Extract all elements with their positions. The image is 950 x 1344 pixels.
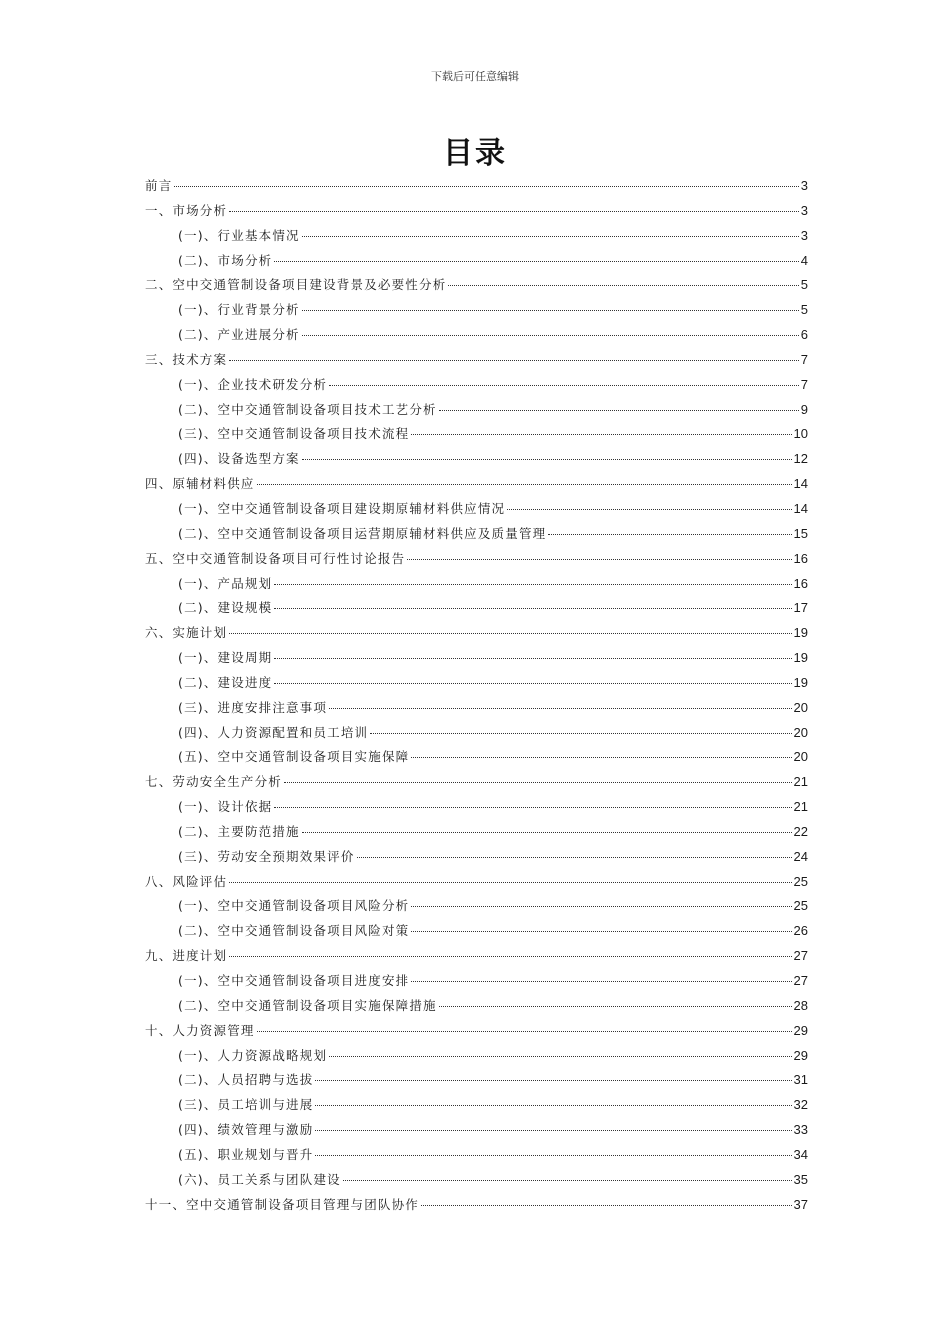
toc-dot-leader [421, 1205, 792, 1206]
toc-entry-page: 6 [800, 327, 808, 343]
toc-entry[interactable] [145, 300, 808, 325]
toc-entry-page: 4 [800, 252, 808, 268]
table-of-contents [145, 176, 808, 1219]
toc-entry-text: 六、实施计划 [145, 625, 228, 641]
toc-entry-page: 32 [793, 1097, 808, 1113]
toc-dot-leader [274, 807, 791, 808]
toc-entry-page: 33 [793, 1122, 808, 1138]
toc-entry[interactable] [145, 971, 808, 996]
toc-title: 目录 [443, 136, 507, 171]
toc-entry-page: 27 [793, 973, 808, 988]
toc-entry-text: (一)、行业基本情况 [178, 227, 300, 243]
toc-entry-page: 3 [800, 227, 808, 243]
toc-entry-page: 7 [800, 351, 808, 367]
toc-entry[interactable] [145, 524, 808, 549]
toc-entry-text: 七、劳动安全生产分析 [145, 774, 283, 790]
toc-entry-page: 20 [793, 724, 808, 740]
toc-entry-text: (五)、空中交通管制设备项目实施保障 [178, 749, 410, 765]
toc-entry-text: 四、原辅材料供应 [145, 476, 255, 492]
toc-entry[interactable] [145, 1170, 808, 1195]
toc-dot-leader [229, 956, 791, 957]
toc-entry[interactable] [145, 549, 808, 574]
toc-entry-text: (四)、绩效管理与激励 [178, 1122, 314, 1138]
toc-entry[interactable] [145, 648, 808, 673]
toc-entry-text: (二)、主要防范措施 [178, 823, 300, 839]
toc-entry-text: (四)、人力资源配置和员工培训 [178, 724, 369, 740]
toc-entry-text: (二)、空中交通管制设备项目技术工艺分析 [178, 401, 437, 417]
toc-entry[interactable] [145, 400, 808, 425]
toc-entry-page: 22 [793, 823, 808, 839]
toc-dot-leader [548, 534, 791, 535]
toc-dot-leader [329, 385, 799, 386]
toc-entry-page: 14 [793, 476, 808, 492]
toc-dot-leader [315, 1155, 791, 1156]
toc-entry-text: (一)、空中交通管制设备项目风险分析 [178, 898, 410, 914]
toc-dot-leader [284, 782, 792, 783]
toc-entry[interactable] [145, 201, 808, 226]
toc-dot-leader [411, 931, 791, 932]
toc-dot-leader [274, 658, 791, 659]
toc-entry[interactable] [145, 847, 808, 872]
toc-dot-leader [357, 857, 792, 858]
toc-entry-page: 15 [793, 525, 808, 541]
toc-dot-leader [507, 509, 791, 510]
toc-entry-text: (一)、空中交通管制设备项目建设期原辅材料供应情况 [178, 500, 506, 516]
toc-entry-page: 19 [793, 650, 808, 666]
toc-entry[interactable] [145, 723, 808, 748]
toc-entry-text: (二)、空中交通管制设备项目运营期原辅材料供应及质量管理 [178, 525, 547, 541]
toc-entry-text: (一)、产品规划 [178, 575, 273, 591]
toc-dot-leader [274, 261, 798, 262]
toc-dot-leader [411, 757, 791, 758]
toc-dot-leader [302, 236, 799, 237]
toc-dot-leader [411, 981, 791, 982]
toc-dot-leader [315, 1080, 791, 1081]
toc-entry-text: (二)、建设规模 [178, 600, 273, 616]
toc-dot-leader [448, 285, 798, 286]
toc-entry[interactable] [145, 325, 808, 350]
toc-entry[interactable] [145, 375, 808, 400]
toc-entry-page: 5 [800, 302, 808, 318]
toc-dot-leader [274, 584, 791, 585]
toc-entry-page: 34 [793, 1146, 808, 1162]
toc-entry[interactable] [145, 474, 808, 499]
toc-entry-page: 29 [793, 1022, 808, 1038]
toc-entry-text: (一)、人力资源战略规划 [178, 1047, 328, 1063]
toc-dot-leader [257, 1031, 792, 1032]
toc-entry-text: (四)、设备选型方案 [178, 451, 300, 467]
toc-dot-leader [329, 708, 791, 709]
toc-entry-text: (三)、员工培训与进展 [178, 1097, 314, 1113]
toc-entry-text: (三)、进度安排注意事项 [178, 699, 328, 715]
toc-entry-page: 21 [793, 774, 808, 790]
toc-dot-leader [439, 1006, 792, 1007]
toc-dot-leader [411, 434, 791, 435]
toc-entry-text: 前言 [145, 178, 173, 193]
toc-entry-page: 24 [793, 848, 808, 864]
toc-entry-page: 12 [793, 451, 808, 467]
toc-entry-page: 10 [793, 426, 808, 442]
toc-dot-leader [274, 608, 791, 609]
toc-entry-page: 21 [793, 799, 808, 815]
toc-dot-leader [229, 882, 791, 883]
toc-entry[interactable] [145, 673, 808, 698]
toc-entry-page: 17 [793, 600, 808, 616]
toc-entry-page: 28 [793, 997, 808, 1013]
toc-entry[interactable] [145, 921, 808, 946]
toc-entry[interactable] [145, 872, 808, 897]
toc-entry-text: (二)、空中交通管制设备项目风险对策 [178, 923, 410, 939]
toc-entry-page: 35 [793, 1171, 808, 1187]
toc-entry-text: 十、人力资源管理 [145, 1022, 255, 1038]
toc-entry[interactable] [145, 772, 808, 797]
toc-entry-text: (一)、空中交通管制设备项目进度安排 [178, 973, 410, 988]
toc-dot-leader [274, 683, 791, 684]
toc-dot-leader [343, 1180, 792, 1181]
toc-dot-leader [302, 310, 799, 311]
toc-dot-leader [302, 832, 792, 833]
toc-entry-page: 25 [793, 873, 808, 889]
toc-entry[interactable] [145, 1095, 808, 1120]
toc-entry[interactable] [145, 499, 808, 524]
toc-entry[interactable] [145, 449, 808, 474]
toc-entry-page: 3 [800, 178, 808, 193]
toc-dot-leader [229, 360, 799, 361]
toc-entry-text: (一)、建设周期 [178, 650, 273, 666]
toc-entry-text: (五)、职业规划与晋升 [178, 1146, 314, 1162]
toc-entry[interactable] [145, 797, 808, 822]
toc-entry-page: 5 [800, 277, 808, 293]
toc-entry[interactable] [145, 1120, 808, 1145]
toc-dot-leader [407, 559, 791, 560]
toc-entry-page: 7 [800, 376, 808, 392]
toc-entry-text: (一)、设计依据 [178, 799, 273, 815]
toc-entry-page: 26 [793, 923, 808, 939]
toc-dot-leader [302, 335, 799, 336]
toc-entry-page: 19 [793, 674, 808, 690]
toc-entry-page: 16 [793, 550, 808, 566]
toc-entry-text: (一)、行业背景分析 [178, 302, 300, 318]
toc-entry-text: 一、市场分析 [145, 202, 228, 218]
toc-entry-text: 二、空中交通管制设备项目建设背景及必要性分析 [145, 277, 447, 293]
toc-dot-leader [229, 211, 799, 212]
toc-entry-page: 25 [793, 898, 808, 914]
toc-entry[interactable] [145, 1195, 808, 1220]
toc-entry-page: 9 [800, 401, 808, 417]
toc-entry-text: (三)、空中交通管制设备项目技术流程 [178, 426, 410, 442]
toc-entry-page: 31 [793, 1072, 808, 1088]
toc-entry-text: 九、进度计划 [145, 948, 228, 964]
toc-entry-page: 37 [793, 1196, 808, 1212]
toc-entry-text: 十一、空中交通管制设备项目管理与团队协作 [145, 1196, 420, 1212]
toc-entry-text: (二)、产业进展分析 [178, 327, 300, 343]
toc-entry-text: (二)、人员招聘与选拔 [178, 1072, 314, 1088]
toc-entry-page: 27 [793, 948, 808, 964]
toc-entry[interactable] [145, 424, 808, 449]
toc-entry-text: (三)、劳动安全预期效果评价 [178, 848, 355, 864]
toc-dot-leader [411, 906, 791, 907]
toc-dot-leader [174, 186, 798, 187]
toc-dot-leader [229, 633, 791, 634]
toc-dot-leader [302, 459, 792, 460]
toc-entry-text: (一)、企业技术研发分析 [178, 376, 328, 392]
toc-entry[interactable] [145, 350, 808, 375]
toc-entry[interactable] [145, 698, 808, 723]
toc-dot-leader [329, 1056, 791, 1057]
toc-dot-leader [315, 1130, 791, 1131]
toc-entry-text: (二)、建设进度 [178, 674, 273, 690]
toc-entry-text: 三、技术方案 [145, 351, 228, 367]
header-note: 下载后可任意编辑 [431, 70, 519, 83]
toc-entry[interactable] [145, 574, 808, 599]
toc-entry-page: 20 [793, 749, 808, 765]
toc-entry[interactable] [145, 822, 808, 847]
toc-entry-page: 3 [800, 202, 808, 218]
toc-entry[interactable] [145, 275, 808, 300]
toc-entry[interactable] [145, 946, 808, 971]
toc-entry-text: (二)、市场分析 [178, 252, 273, 268]
toc-entry-text: 八、风险评估 [145, 873, 228, 889]
toc-entry-page: 29 [793, 1047, 808, 1063]
toc-entry[interactable] [145, 1046, 808, 1071]
toc-entry[interactable] [145, 896, 808, 921]
toc-entry-page: 19 [793, 625, 808, 641]
toc-entry[interactable] [145, 226, 808, 251]
toc-entry[interactable] [145, 747, 808, 772]
toc-entry[interactable] [145, 251, 808, 276]
toc-entry[interactable] [145, 598, 808, 623]
toc-entry-page: 16 [793, 575, 808, 591]
toc-entry-text: (二)、空中交通管制设备项目实施保障措施 [178, 997, 437, 1013]
toc-entry[interactable] [145, 996, 808, 1021]
toc-entry-text: 五、空中交通管制设备项目可行性讨论报告 [145, 550, 406, 566]
toc-entry[interactable] [145, 1145, 808, 1170]
toc-entry-text: (六)、员工关系与团队建设 [178, 1171, 341, 1187]
toc-entry[interactable] [145, 623, 808, 648]
toc-entry-page: 20 [793, 699, 808, 715]
toc-dot-leader [315, 1105, 791, 1106]
toc-dot-leader [257, 484, 792, 485]
toc-entry-page: 14 [793, 500, 808, 516]
toc-entry[interactable] [145, 1021, 808, 1046]
toc-entry[interactable] [145, 1070, 808, 1095]
toc-dot-leader [439, 410, 799, 411]
toc-dot-leader [370, 733, 791, 734]
toc-entry[interactable] [145, 176, 808, 201]
